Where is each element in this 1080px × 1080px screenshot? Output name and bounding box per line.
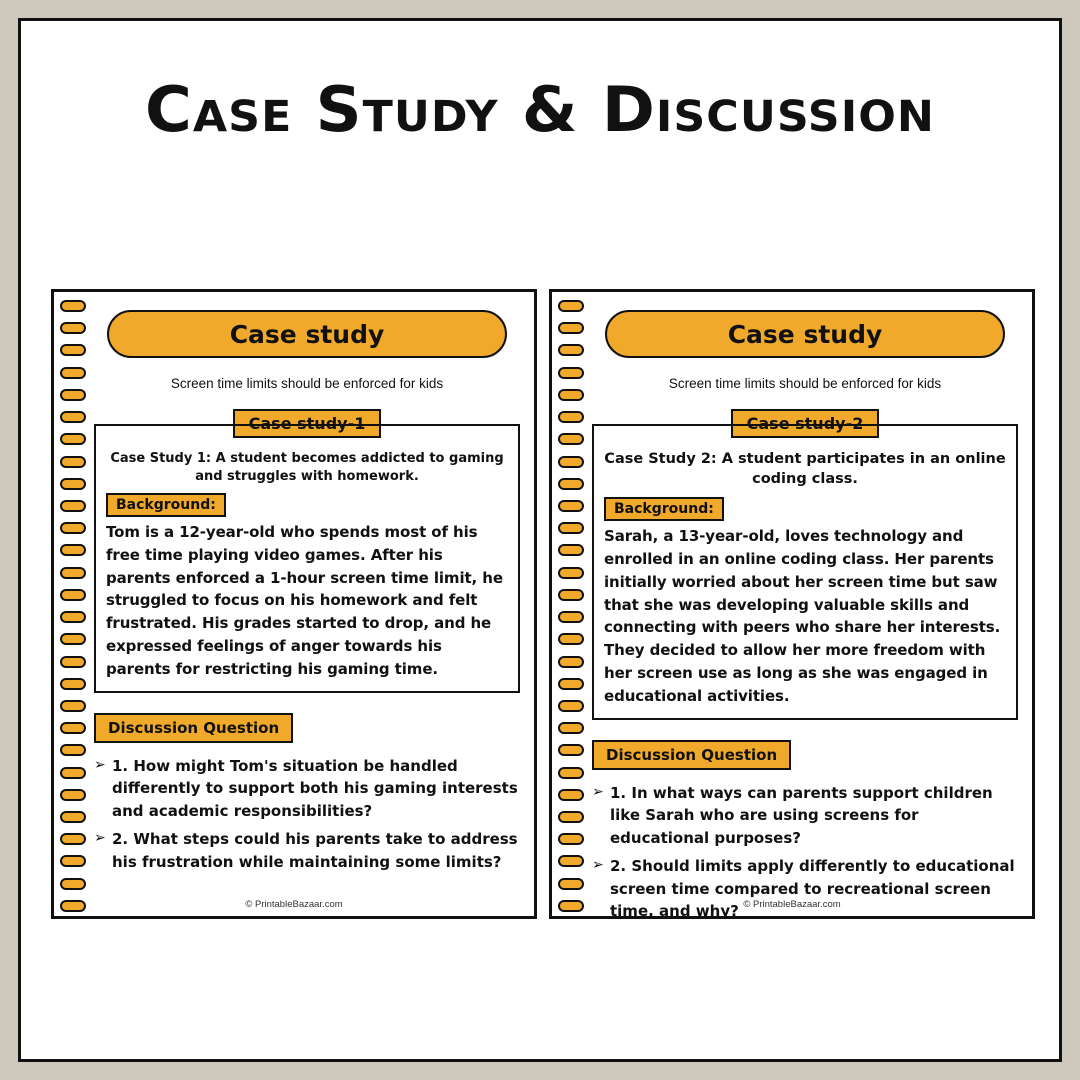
card-content-2	[592, 304, 1018, 920]
spiral-ring	[60, 656, 86, 668]
spiral-ring	[60, 878, 86, 890]
spiral-ring	[60, 544, 86, 556]
spiral-ring	[60, 478, 86, 490]
spiral-ring	[60, 811, 86, 823]
spiral-ring	[60, 633, 86, 645]
spiral-ring	[60, 367, 86, 379]
arrow-bullet-icon: ➢	[592, 857, 604, 873]
list-item	[94, 755, 520, 823]
spiral-ring	[558, 789, 584, 801]
spiral-ring	[60, 522, 86, 534]
card-title-pill-2: Case study	[605, 310, 1005, 358]
background-text-1: Tom is a 12-year-old who spends most of his free time playing video games. After his parents enforced a 1-hour screen time limit, he struggled to focus on his homework and felt frustrated. His grades started to drop, and he expressed feelings of anger towards his parents for restricting his gaming time.	[106, 523, 503, 678]
card-title-pill-1: Case study	[107, 310, 507, 358]
spiral-ring	[60, 389, 86, 401]
spiral-ring	[558, 833, 584, 845]
background-label-1: Background:	[106, 493, 226, 517]
question-text: 1. In what ways can parents support children like Sarah who are using screens for educational purposes?	[610, 783, 993, 847]
spiral-binding-2	[558, 300, 584, 912]
spiral-ring	[60, 789, 86, 801]
spiral-ring	[60, 744, 86, 756]
spiral-ring	[558, 344, 584, 356]
spiral-ring	[558, 767, 584, 779]
case-study-tag-2: Case study-2	[731, 409, 880, 438]
spiral-ring	[60, 678, 86, 690]
discussion-question-label-2: Discussion Question	[592, 740, 791, 770]
case-heading-2: Case Study 2: A student participates in an online coding class.	[604, 451, 1006, 487]
spiral-ring	[60, 722, 86, 734]
spiral-ring	[558, 567, 584, 579]
arrow-bullet-icon: ➢	[592, 783, 604, 800]
spiral-ring	[558, 878, 584, 890]
spiral-ring	[60, 767, 86, 779]
spiral-ring	[60, 411, 86, 423]
card-subtitle-1: Screen time limits should be enforced for kids	[170, 376, 444, 391]
case-study-box-2	[592, 424, 1018, 720]
spiral-ring	[558, 678, 584, 690]
list-item	[592, 855, 1018, 923]
spiral-ring	[558, 322, 584, 334]
spiral-ring	[60, 855, 86, 867]
list-item	[94, 828, 520, 873]
question-text: 2. Should limits apply differently to educational screen time compared to recreational screen time, and why?	[610, 857, 1015, 920]
question-text: 1. How might Tom's situation be handled differently to support both his gaming interests and academic responsibilities?	[112, 756, 518, 820]
spiral-ring	[558, 500, 584, 512]
case-study-cards	[51, 289, 1035, 919]
arrow-bullet-icon: ➢	[94, 756, 106, 773]
spiral-ring	[558, 389, 584, 401]
spiral-ring	[60, 300, 86, 312]
spiral-ring	[60, 833, 86, 845]
spiral-ring	[60, 433, 86, 445]
spiral-ring	[60, 700, 86, 712]
spiral-ring	[558, 611, 584, 623]
page-title: Case Study & Discussion	[144, 73, 936, 146]
background-text-2: Sarah, a 13-year-old, loves technology and enrolled in an online coding class. Her parents initially worried about her screen time but saw that she was developing valuable skills and connecting with peers who share her interests. They decided to allow her more freedom with her screen use as long as she was engaged in educational activities.	[604, 527, 1001, 705]
spiral-ring	[558, 544, 584, 556]
question-text: 2. What steps could his parents take to address his frustration while maintaining some limits?	[112, 830, 518, 871]
spiral-ring	[60, 322, 86, 334]
background-label-2: Background:	[604, 497, 724, 521]
list-item	[592, 782, 1018, 850]
spiral-ring	[558, 456, 584, 468]
spiral-ring	[558, 633, 584, 645]
spiral-ring	[558, 811, 584, 823]
spiral-ring	[558, 656, 584, 668]
case-heading-1: Case Study 1: A student becomes addicted to gaming and struggles with homework.	[110, 451, 504, 484]
spiral-ring	[60, 500, 86, 512]
spiral-ring	[60, 589, 86, 601]
case-study-card-2	[549, 289, 1035, 919]
case-study-box-1	[94, 424, 520, 693]
arrow-bullet-icon: ➢	[94, 830, 106, 847]
card-content-1	[94, 304, 520, 906]
discussion-question-label-1: Discussion Question	[94, 713, 293, 743]
case-study-card-1	[51, 289, 537, 919]
card-footer-1: © PrintableBazaar.com	[245, 899, 343, 910]
spiral-ring	[558, 411, 584, 423]
spiral-ring	[558, 722, 584, 734]
spiral-ring	[558, 589, 584, 601]
card-footer-2: © PrintableBazaar.com	[743, 899, 841, 910]
spiral-ring	[558, 744, 584, 756]
spiral-ring	[558, 367, 584, 379]
spiral-binding-1	[60, 300, 86, 912]
discussion-question-list-1	[94, 755, 520, 874]
spiral-ring	[558, 300, 584, 312]
spiral-ring	[558, 478, 584, 490]
spiral-ring	[558, 855, 584, 867]
spiral-ring	[558, 433, 584, 445]
case-study-tag-1: Case study-1	[233, 409, 382, 438]
spiral-ring	[558, 700, 584, 712]
card-subtitle-2: Screen time limits should be enforced for kids	[668, 376, 942, 391]
spiral-ring	[60, 611, 86, 623]
worksheet-page	[18, 18, 1062, 1062]
spiral-ring	[558, 522, 584, 534]
spiral-ring	[60, 567, 86, 579]
spiral-ring	[60, 344, 86, 356]
spiral-ring	[60, 456, 86, 468]
